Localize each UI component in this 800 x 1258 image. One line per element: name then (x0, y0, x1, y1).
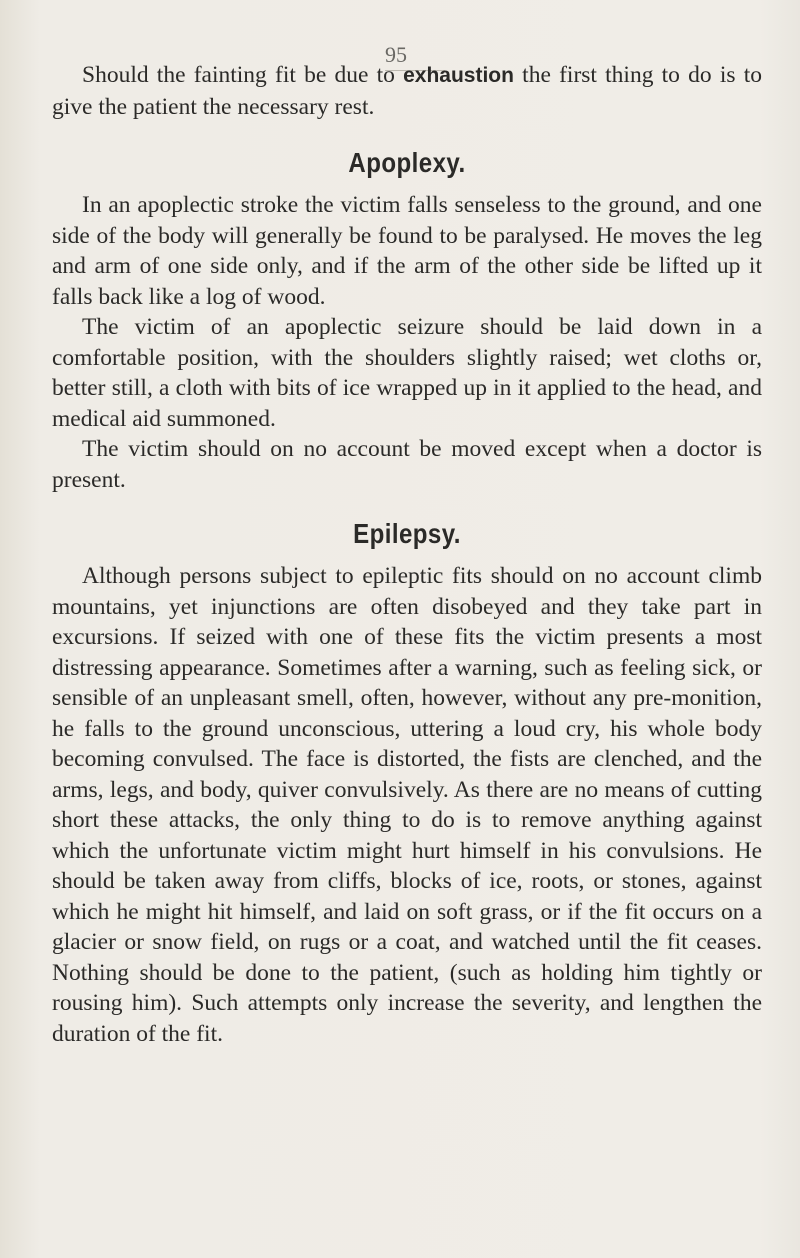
epilepsy-paragraph-1: Although persons subject to epileptic fits should on no account climb mountains, yet injunctions are often disobeyed and they take part in excursions. If seized with one of these fits the victim presents a most distressing appearance. Sometimes after a warning, such as feeling sick, or sensible of an unpleasant smell, often, however, without any pre-monition, he falls to the ground unconscious, uttering a loud cry, his whole body becoming convulsed. The face is distorted, the fists are clenched, and the arms, legs, and body, quiver convulsively. As there are no means of cutting short these attacks, the only thing to do is to remove anything against which the unfortunate victim might hurt himself in his convulsions. He should be taken away from cliffs, blocks of ice, roots, or stones, against which he might hit himself, and laid on soft grass, or if the fit occurs on a glacier or snow field, on rugs or a coat, and watched until the fit ceases. Nothing should be done to the patient, (such as holding him tightly or rousing him). Such attempts only increase the severity, and lengthen the duration of the fit. (52, 563, 762, 1047)
page-content (52, 60, 762, 1049)
section-heading-epilepsy: Epilepsy. (353, 518, 461, 549)
intro-paragraph (52, 60, 762, 122)
apoplexy-paragraph-3: The victim should on no account be moved except when a doctor is present. (52, 436, 762, 493)
page-number: 95 (385, 42, 445, 71)
section-heading-apoplexy: Apoplexy. (348, 147, 466, 178)
intro-text-after: the first thing to do is to give the patient the necessary rest. (52, 62, 762, 120)
intro-bold-term: exhaustion (403, 64, 514, 87)
apoplexy-paragraph-2: The victim of an apoplectic seizure should be laid down in a comfortable position, with the shoulders slightly raised; wet cloths or, better still, a cloth with bits of ice wrapped up in it applied to the head, and medical aid summoned. (52, 314, 762, 432)
apoplexy-paragraph-1: In an apoplectic stroke the victim falls senseless to the ground, and one side of the body will generally be found to be paralysed. He moves the leg and arm of one side only, and if the arm of the other side be lifted up it falls back like a log of wood. (52, 192, 762, 310)
intro-text-before: Should the fainting fit be due to (82, 62, 404, 88)
